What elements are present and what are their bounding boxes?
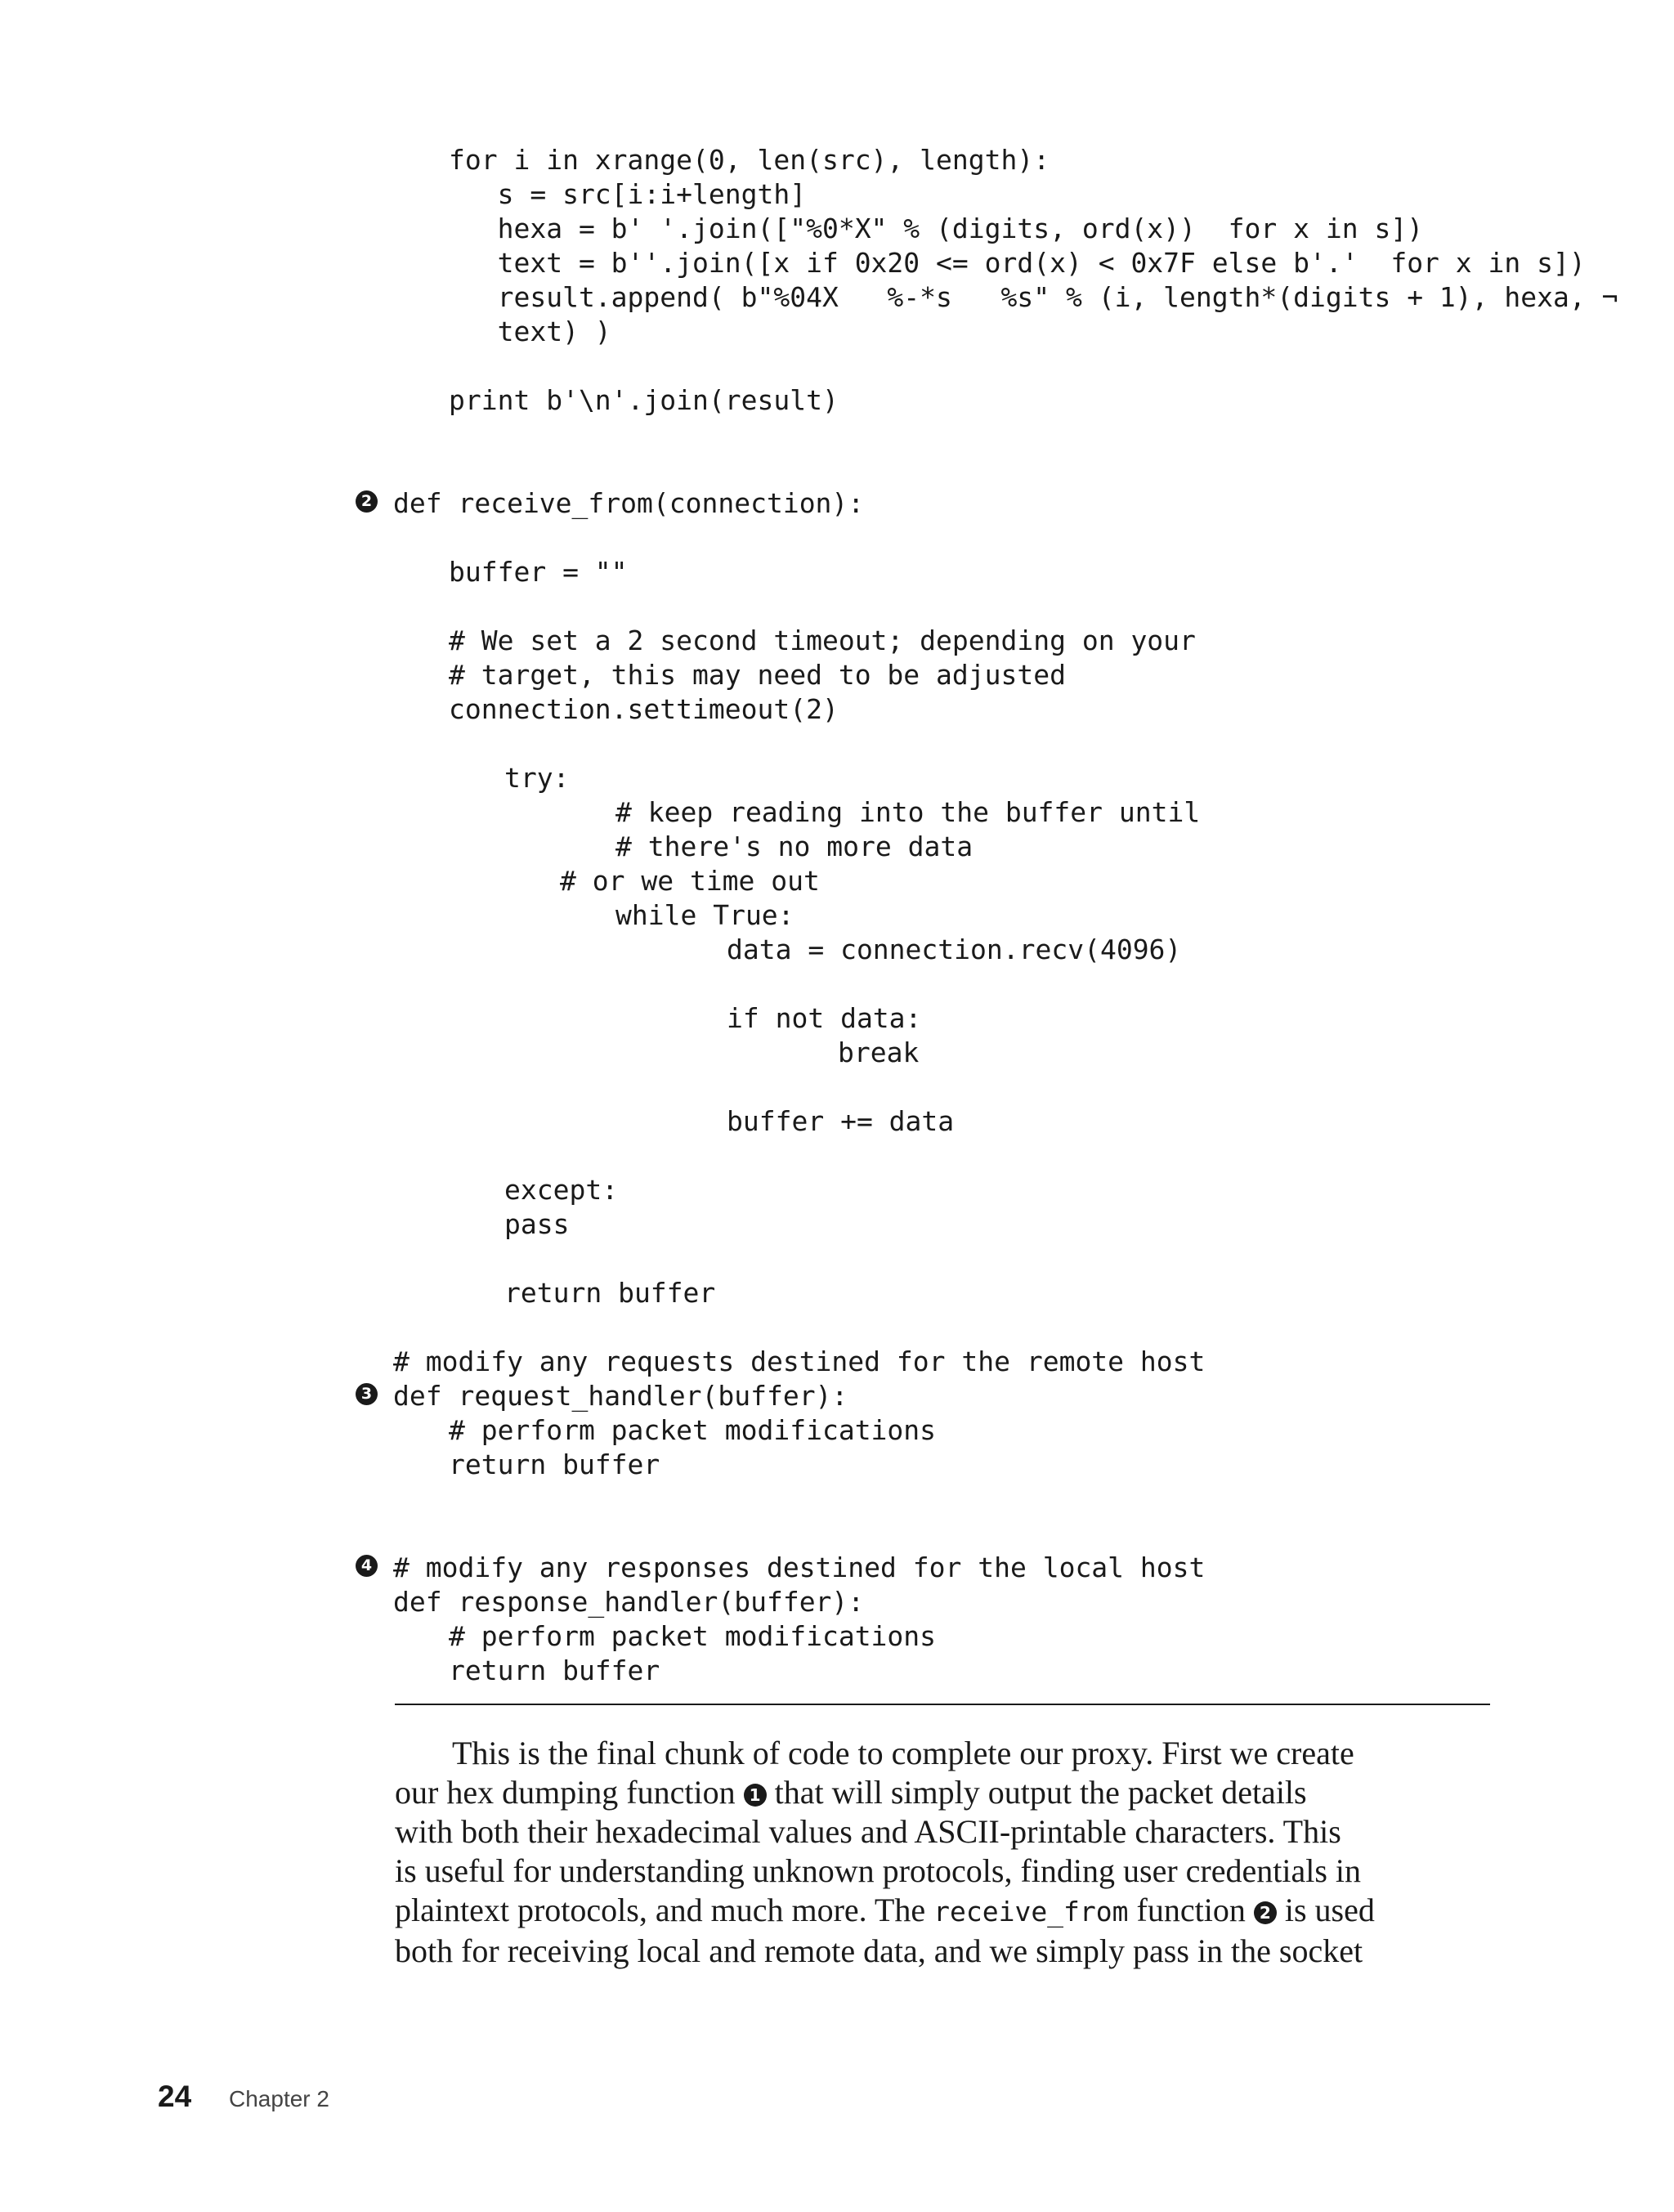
code-line: data = connection.recv(4096) (727, 934, 1182, 965)
code-line: # or we time out (560, 865, 820, 897)
paragraph-line (395, 1773, 1506, 1812)
paragraph-text: function (1128, 1892, 1254, 1928)
code-line: for i in xrange(0, len(src), length): (449, 144, 1050, 176)
inline-marker-1: 1 (744, 1784, 767, 1807)
code-line: def receive_from(connection): (393, 487, 865, 519)
code-line: def response_handler(buffer): (393, 1586, 865, 1618)
code-line: # perform packet modifications (449, 1620, 937, 1652)
code-end-rule (395, 1704, 1490, 1705)
page-number: 24 (158, 2080, 192, 2113)
code-line: # perform packet modifications (449, 1414, 937, 1446)
code-line: print b'\n'.join(result) (449, 384, 839, 416)
code-marker-3: 3 (356, 1383, 378, 1405)
code-line: break (838, 1037, 920, 1068)
paragraph-text: is used (1276, 1892, 1375, 1928)
code-line: return buffer (449, 1449, 660, 1480)
code-line: hexa = b' '.join(["%0*X" % (digits, ord(x)) for x in s]) (449, 213, 1424, 244)
code-line: text) ) (449, 316, 611, 347)
paragraph-line (395, 1891, 1506, 1932)
chapter-label: Chapter 2 (229, 2086, 329, 2111)
code-line: try: (504, 762, 570, 794)
code-line: # modify any requests destined for the remote host (393, 1346, 1206, 1377)
paragraph-text: that will simply output the packet details (766, 1774, 1307, 1811)
code-line: # there's no more data (615, 831, 974, 862)
code-line: s = src[i:i+length] (449, 178, 807, 210)
code-line: text = b''.join([x if 0x20 <= ord(x) < 0x7F else b'.' for x in s]) (449, 247, 1586, 279)
code-line: if not data: (727, 1002, 922, 1034)
code-line: return buffer (449, 1655, 660, 1686)
code-line: buffer += data (727, 1105, 955, 1137)
paragraph-line: with both their hexadecimal values and ASCII-printable characters. This (395, 1813, 1341, 1850)
inline-code: receive_from (933, 1896, 1129, 1928)
code-line: # keep reading into the buffer until (615, 796, 1201, 828)
code-line: # We set a 2 second timeout; depending on your (449, 625, 1196, 656)
paragraph-line: This is the final chunk of code to complete our proxy. First we create (452, 1735, 1354, 1771)
code-line: return buffer (504, 1277, 716, 1309)
code-line: # modify any responses destined for the local host (393, 1552, 1206, 1583)
code-marker-4: 4 (356, 1555, 378, 1577)
paragraph-text: plaintext protocols, and much more. The (395, 1892, 934, 1928)
body-paragraph (395, 1734, 1506, 1971)
code-line: while True: (615, 899, 794, 931)
code-line: except: (504, 1174, 619, 1206)
paragraph-line: both for receiving local and remote data, and we simply pass in the socket (395, 1932, 1363, 1969)
code-line: result.append( b"%04X %-*s %s" % (i, length*(digits + 1), hexa, ¬ (449, 281, 1618, 313)
code-line: def request_handler(buffer): (393, 1380, 848, 1412)
code-line: pass (504, 1208, 570, 1240)
code-line: buffer = "" (449, 556, 628, 588)
code-line: # target, this may need to be adjusted (449, 659, 1066, 691)
inline-marker-2: 2 (1254, 1901, 1277, 1924)
code-marker-2: 2 (356, 490, 378, 513)
paragraph-text: our hex dumping function (395, 1774, 744, 1811)
paragraph-line: is useful for understanding unknown protocols, finding user credentials in (395, 1852, 1361, 1889)
code-line: connection.settimeout(2) (449, 693, 839, 725)
